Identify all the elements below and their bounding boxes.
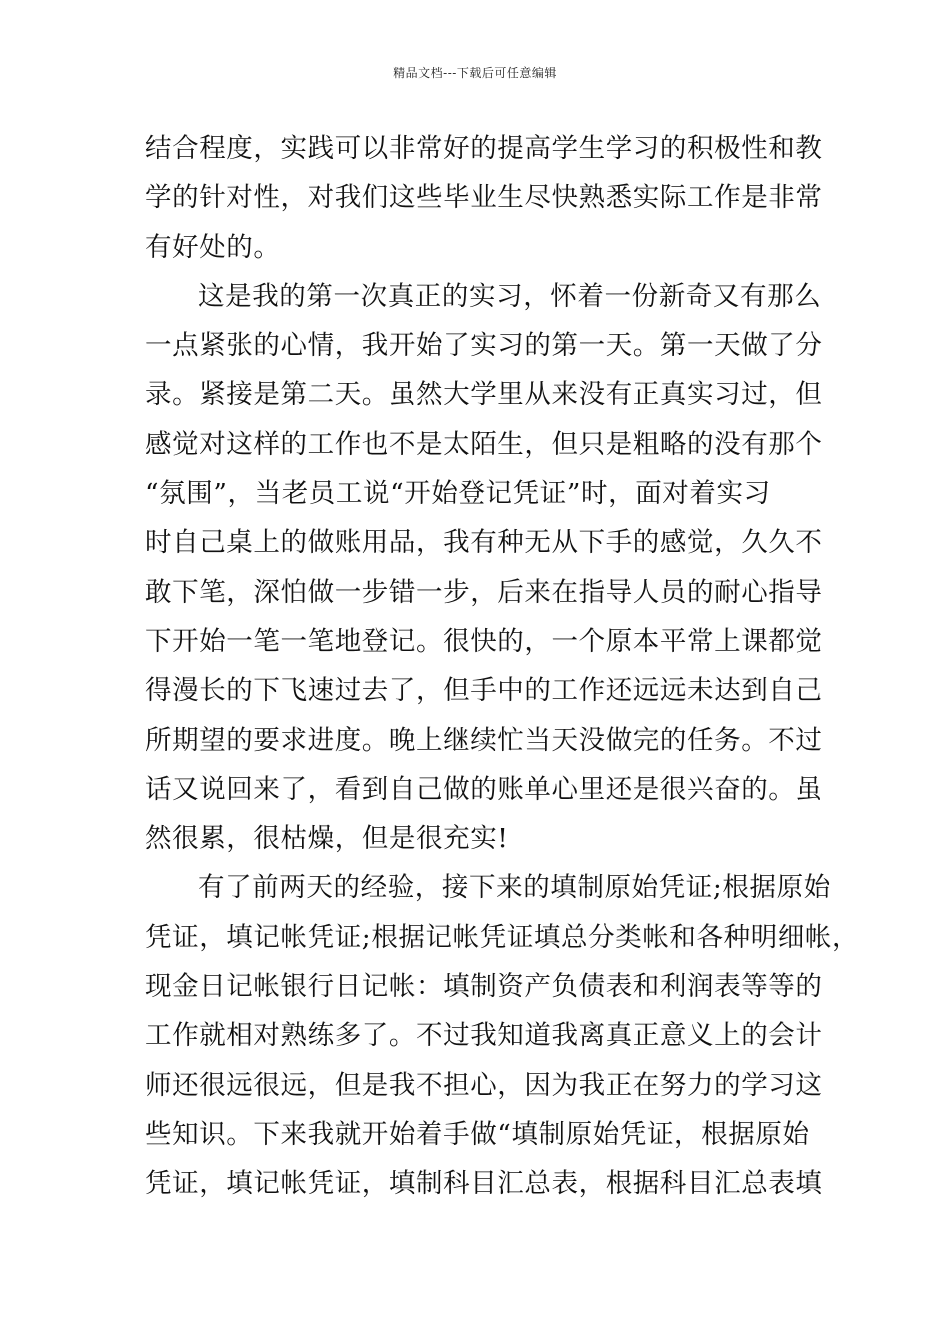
text-line: 些知识。下来我就开始着手做“填制原始凭证，根据原始 bbox=[145, 1118, 810, 1150]
text-line: 录。紧接是第二天。虽然大学里从来没有正真实习过，但 bbox=[145, 379, 823, 411]
text-line: 得漫长的下飞速过去了，但手中的工作还远远未达到自己 bbox=[145, 675, 823, 707]
text-line: 时自己桌上的做账用品，我有种无从下手的感觉，久久不 bbox=[145, 527, 823, 559]
text-line: 有好处的。 bbox=[145, 231, 281, 263]
text-line: 话又说回来了，看到自己做的账单心里还是很兴奋的。虽 bbox=[145, 773, 823, 805]
document-body bbox=[145, 124, 860, 1209]
text-line: 师还很远很远，但是我不担心，因为我正在努力的学习这 bbox=[145, 1069, 823, 1101]
text-line: 敢下笔，深怕做一步错一步，后来在指导人员的耐心指导 bbox=[145, 576, 823, 608]
text-line: 凭证，填记帐凭证，填制科目汇总表，根据科目汇总表填 bbox=[145, 1168, 823, 1200]
text-line: 所期望的要求进度。晚上继续忙当天没做完的任务。不过 bbox=[145, 724, 823, 756]
text-line: 感觉对这样的工作也不是太陌生，但只是粗略的没有那个 bbox=[145, 428, 823, 460]
text-line: 现金日记帐银行日记帐：填制资产负债表和利润表等等的 bbox=[145, 971, 823, 1003]
text-line: 工作就相对熟练多了。不过我知道我离真正意义上的会计 bbox=[145, 1020, 823, 1052]
text-line: 结合程度，实践可以非常好的提高学生学习的积极性和教 bbox=[145, 133, 823, 164]
text-line: 下开始一笔一笔地登记。很快的，一个原本平常上课都觉 bbox=[145, 625, 823, 657]
text-line: 一点紧张的心情，我开始了实习的第一天。第一天做了分 bbox=[145, 330, 823, 362]
paragraph-first-line: 这是我的第一次真正的实习，怀着一份新奇又有那么 bbox=[198, 280, 822, 312]
text-line: 凭证，填记帐凭证;根据记帐凭证填总分类帐和各种明细帐， bbox=[145, 921, 860, 953]
text-line: 然很累，很枯燥，但是很充实! bbox=[145, 823, 509, 855]
paragraph-first-line: 有了前两天的经验，接下来的填制原始凭证;根据原始 bbox=[198, 872, 831, 904]
text-line: “氛围”，当老员工说“开始登记凭证”时，面对着实习 bbox=[145, 478, 771, 510]
page-header: 精品文档---下载后可任意编辑 bbox=[393, 66, 557, 80]
text-line: 学的针对性，对我们这些毕业生尽快熟悉实际工作是非常 bbox=[145, 182, 823, 214]
